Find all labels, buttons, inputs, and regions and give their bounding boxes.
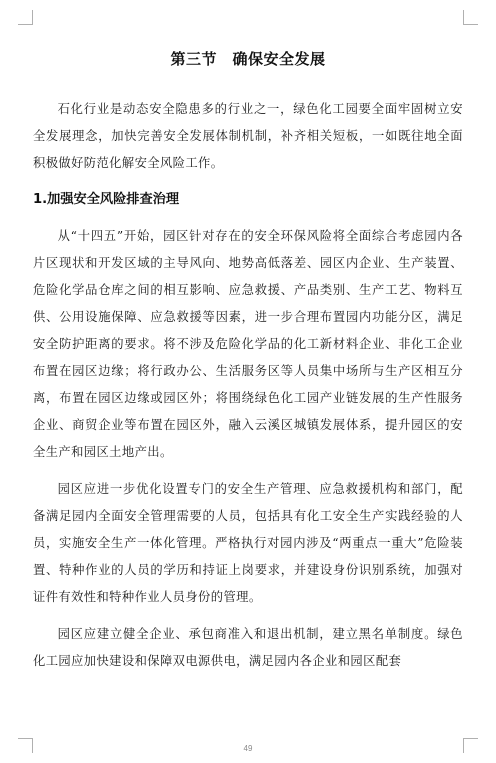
- crop-mark-top-right: [463, 10, 478, 25]
- page-number: 49: [243, 744, 253, 753]
- section-heading: 1.加强安全风险排查治理: [33, 192, 180, 207]
- page-title: 第三节 确保安全发展: [170, 50, 326, 68]
- body-paragraph-2: 园区应进一步优化设置专门的安全生产管理、应急救援机构和部门，配备满足园内全面安全管理需要的人员，包括具有化工安全生产实践经验的人员，实施安全生产一体化管理。严格执行对园内涉及“两重点一重大”危险装置、特种作业的人员的学历和持证上岗要求，并建设身份识别系统，加强对证件有效性和特种作业人员身份的管理。: [33, 482, 463, 604]
- body-paragraph-1: 从“十四五”开始，园区针对存在的安全环保风险将全面综合考虑园内各片区现状和开发区域的主导风向、地势高低落差、园区内企业、生产装置、危险化学品仓库之间的相互影响、应急救援、产品类别、生产工艺、物料互供、公用设施保障、应急救援等因素，进一步合理布置园内功能分区，满足安全防护距离的要求。将不涉及危险化学品的化工新材料企业、非化工企业布置在园区边缘；将行政办公、生活服务区等人员集中场所与生产区相互分离，布置在园区边缘或园区外；将围绕绿色化工园产业链发展的生产性服务企业、商贸企业等布置在园区外，融入云溪区城镇发展体系，提升园区的安全生产和园区土地产出。: [33, 229, 463, 459]
- document-body: [33, 96, 463, 675]
- crop-mark-top-left: [18, 10, 33, 25]
- body-paragraph-3: 园区应建立健全企业、承包商准入和退出机制，建立黑名单制度。绿色化工园应加快建设和保障双电源供电，满足园内各企业和园区配套: [33, 627, 463, 668]
- intro-paragraph: 石化行业是动态安全隐患多的行业之一，绿色化工园要全面牢固树立安全发展理念，加快完善安全发展体制机制，补齐相关短板，一如既往地全面积极做好防范化解安全风险工作。: [33, 102, 463, 170]
